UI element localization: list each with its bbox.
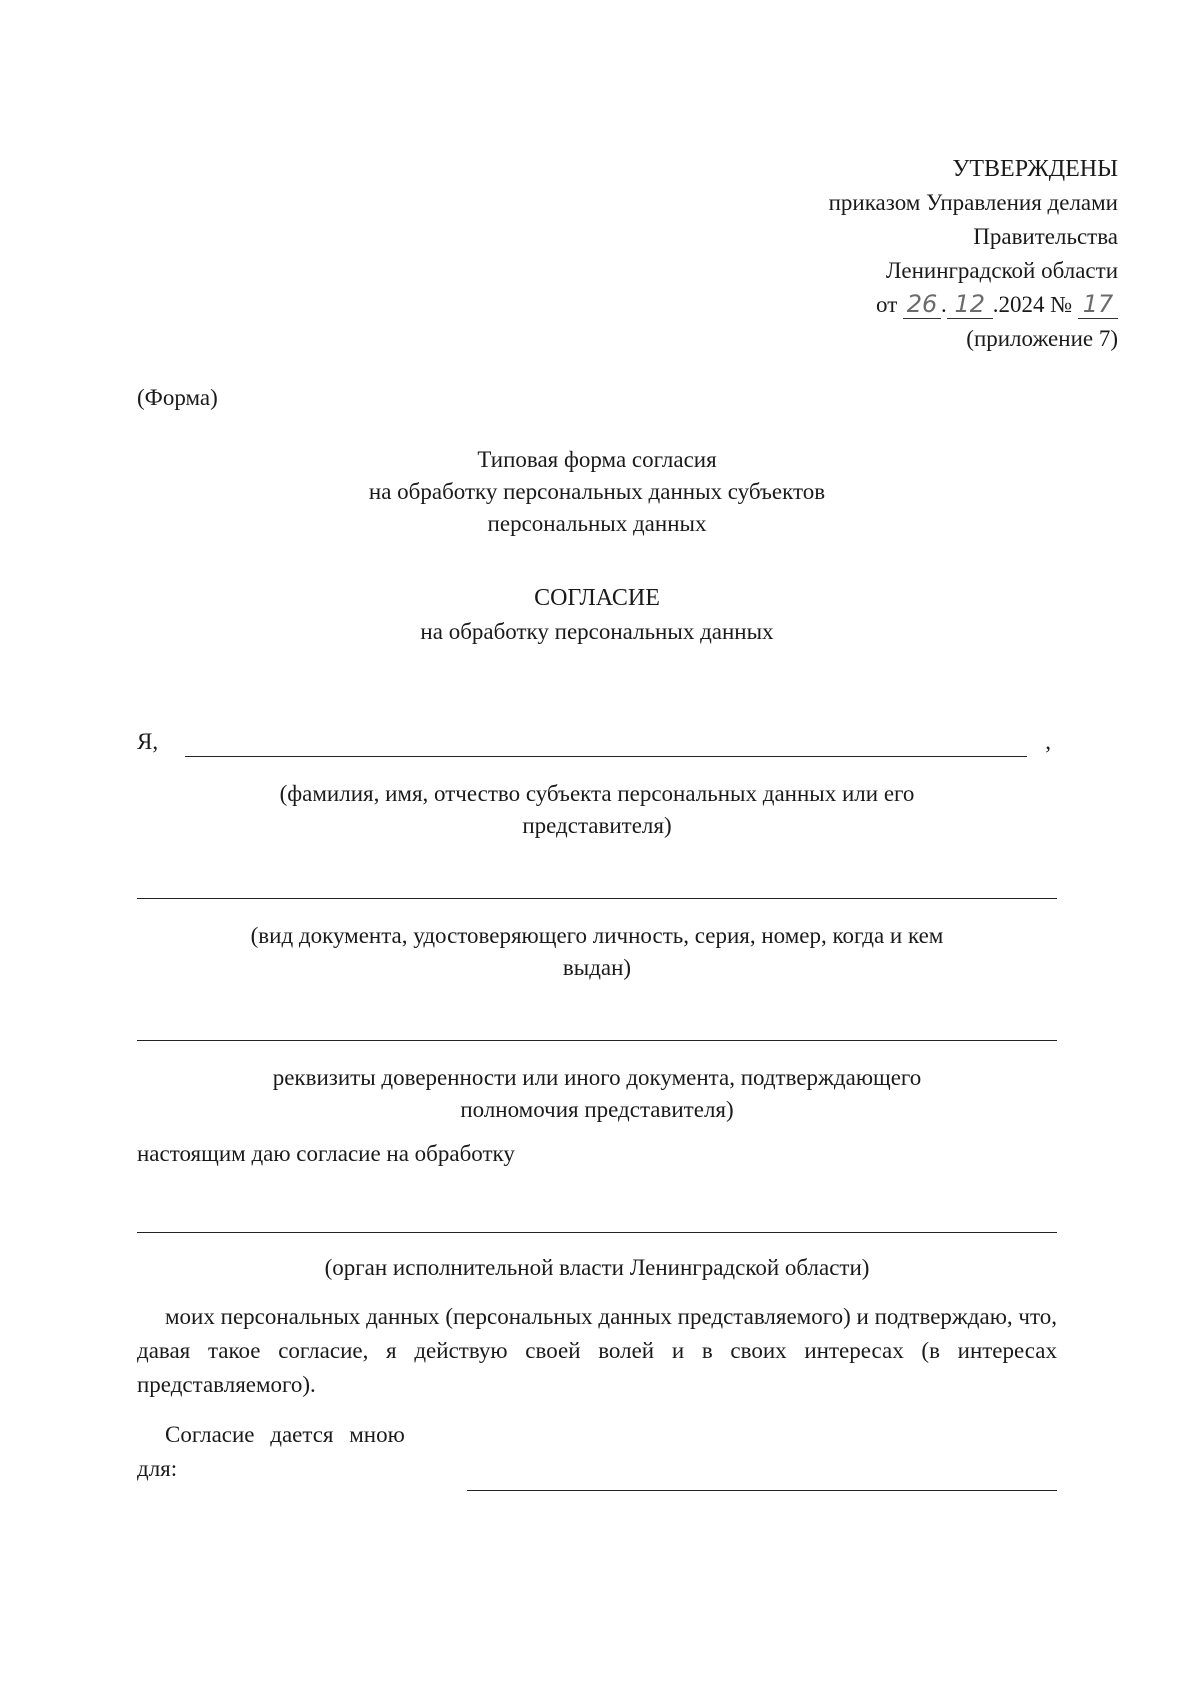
approval-line-1: приказом Управления делами: [828, 190, 1118, 215]
give-consent-text: настоящим даю согласие на обработку: [137, 1141, 515, 1166]
consent-paragraph: моих персональных данных (персональных данных представляемого) и подтверждаю, что, давая такое согласие, я действую своей волей и в своих интересах (в интересах представляемого).: [137, 1304, 1057, 1397]
consent-heading: [137, 582, 1057, 648]
typical-form-line-3: персональных данных: [487, 511, 707, 536]
document-hint-line-1: (вид документа, удостоверяющего личность, серия, номер, когда и кем: [250, 923, 944, 948]
consent-title: СОГЛАСИЕ: [534, 585, 660, 611]
date-year: .2024 №: [992, 292, 1073, 317]
approval-title: УТВЕРЖДЕНЫ: [952, 156, 1118, 182]
name-field-hint: [137, 778, 1057, 842]
purpose-line-1: Согласие дается мною: [165, 1422, 405, 1447]
name-hint-line-1: (фамилия, имя, отчество субъекта персональных данных или его: [279, 781, 915, 806]
typical-form-title: [137, 444, 1057, 540]
handwritten-day: 26: [903, 290, 941, 319]
ya-label: Я,: [137, 729, 159, 754]
approval-line-3: Ленинградской области: [885, 258, 1118, 283]
proxy-field-hint: [137, 1062, 1057, 1126]
approval-stamp: [829, 152, 1118, 356]
name-blank-line[interactable]: [185, 756, 1027, 757]
comma-mark: ,: [1045, 729, 1051, 754]
purpose-line-2: для:: [137, 1456, 178, 1481]
approval-order-line: [876, 288, 1118, 322]
typical-form-line-2: на обработку персональных данных субъектов: [368, 479, 826, 504]
approval-line-2: Правительства: [973, 224, 1118, 249]
name-hint-line-2: представителя): [522, 813, 672, 838]
proxy-hint-line-2: полномочия представителя): [460, 1097, 734, 1122]
purpose-block: [137, 1418, 405, 1486]
organization-field-hint: (орган исполнительной власти Ленинградской области): [324, 1255, 870, 1280]
proxy-blank-line[interactable]: [137, 1040, 1057, 1041]
consent-subtitle: на обработку персональных данных: [420, 619, 774, 644]
typical-form-line-1: Типовая форма согласия: [477, 447, 717, 472]
purpose-blank-line[interactable]: [467, 1490, 1057, 1491]
name-field-row: [137, 726, 1057, 766]
document-hint-line-2: выдан): [562, 955, 632, 980]
document-field-hint: [137, 920, 1057, 984]
form-mark: (Форма): [137, 385, 218, 410]
date-prefix: от: [876, 292, 898, 317]
handwritten-order-number: 17: [1078, 290, 1118, 319]
handwritten-month: 12: [947, 290, 993, 319]
document-blank-line[interactable]: [137, 898, 1057, 899]
organization-blank-line[interactable]: [137, 1232, 1057, 1233]
date-separator: .: [941, 292, 947, 317]
proxy-hint-line-1: реквизиты доверенности или иного документа, подтверждающего: [272, 1065, 922, 1090]
approval-appendix: (приложение 7): [966, 326, 1118, 351]
